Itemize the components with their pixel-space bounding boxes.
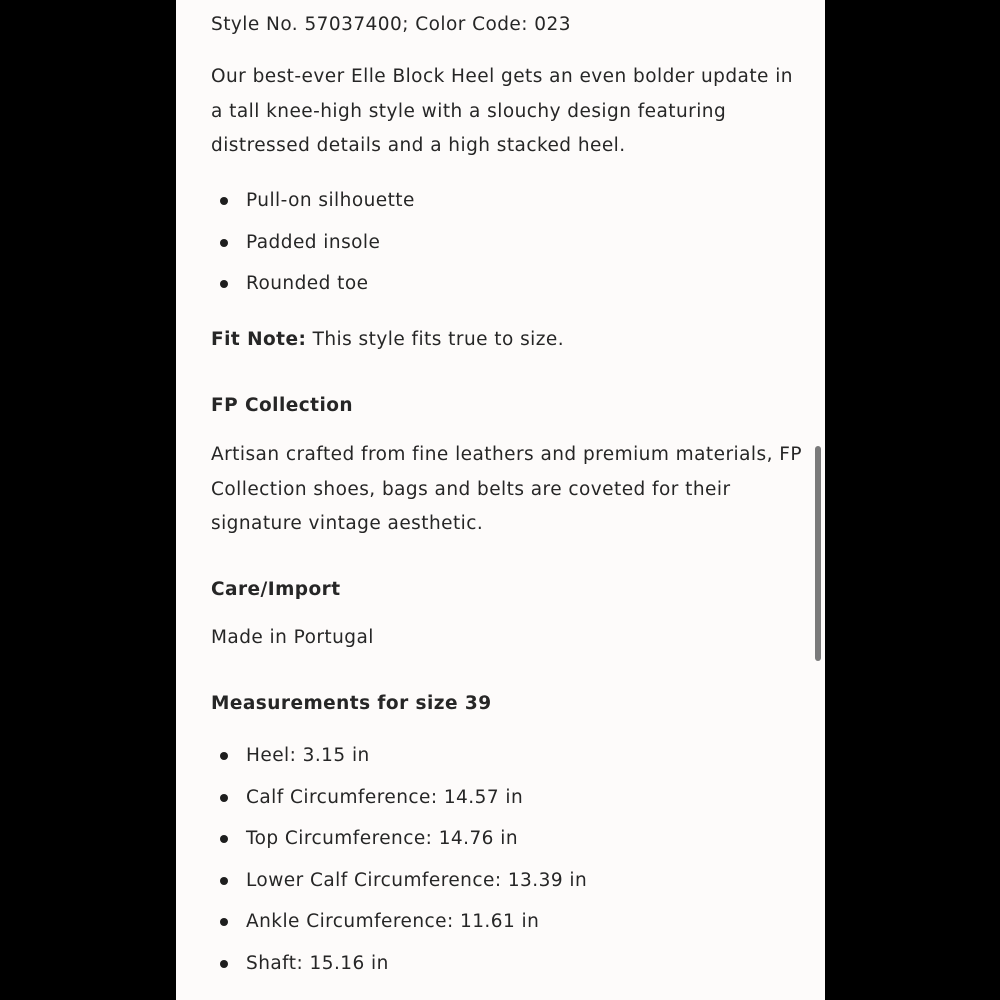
care-heading: Care/Import [211,579,341,600]
fit-note-text: This style fits true to size. [306,329,565,350]
collection-heading: FP Collection [211,395,354,416]
list-item [211,188,415,230]
product-description: Our best-ever Elle Block Heel gets an even bolder update in a tall knee-high style with a slouchy design featuring distressed details and a high stacked heel. [211,66,793,156]
list-item [211,271,415,313]
list-item [211,230,415,272]
list-item [211,826,587,868]
style-number: Style No. 57037400; Color Code: 023 [211,14,571,35]
bullet-icon [220,835,228,843]
measurement-text: Lower Calf Circumference: 13.39 in [246,869,588,891]
bullet-icon [220,877,228,885]
vertical-scrollbar[interactable] [815,446,821,661]
list-item [211,951,587,993]
bullet-icon [220,752,228,760]
list-item [211,868,587,910]
measurement-text: Top Circumference: 14.76 in [246,828,518,850]
fit-note-label: Fit Note: [211,329,307,350]
bullet-icon [220,918,228,926]
feature-text: Padded insole [246,231,381,253]
measurements-list [211,743,587,993]
collection-description: Artisan crafted from fine leathers and premium materials, FP Collection shoes, bags and belts are coveted for their signature vintage aesthetic. [211,444,802,534]
list-item [211,909,587,951]
fit-note [211,327,564,353]
bullet-icon [220,197,228,205]
measurements-heading: Measurements for size 39 [211,693,492,714]
measurement-text: Ankle Circumference: 11.61 in [246,911,540,933]
bullet-icon [220,794,228,802]
measurement-text: Heel: 3.15 in [246,745,370,766]
bullet-icon [220,960,228,968]
bullet-icon [220,280,228,288]
measurement-text: Shaft: 15.16 in [246,952,389,974]
feature-text: Rounded toe [246,273,369,295]
feature-text: Pull-on silhouette [246,190,415,211]
feature-list [211,188,415,313]
product-details-panel [176,0,825,1000]
care-text: Made in Portugal [211,627,374,648]
list-item [211,785,587,827]
measurement-text: Calf Circumference: 14.57 in [246,786,524,808]
list-item [211,743,587,785]
bullet-icon [220,239,228,247]
